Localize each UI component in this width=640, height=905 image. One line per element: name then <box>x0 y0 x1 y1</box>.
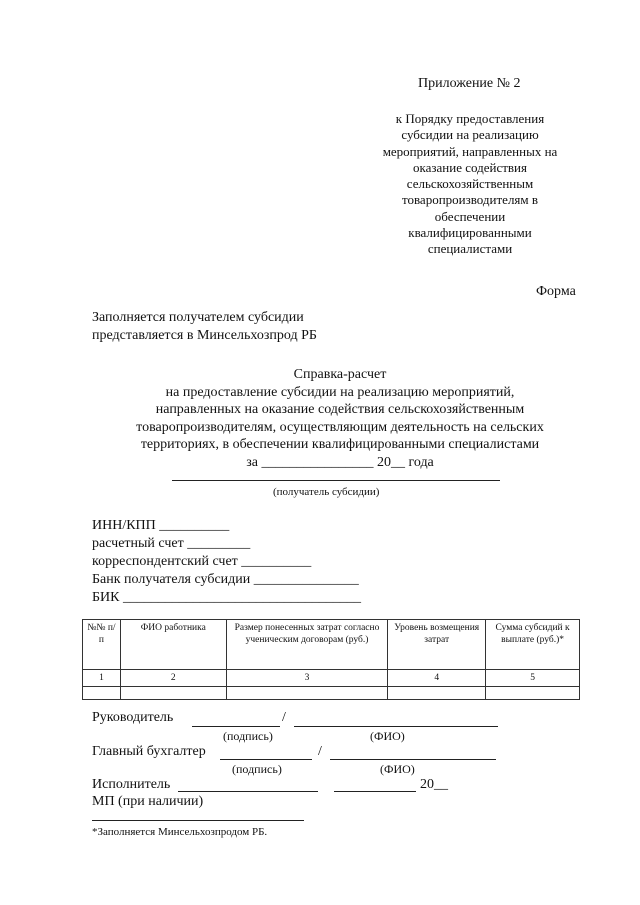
title-line: товаропроизводителям, осуществляющим деятельность на сельских <box>136 419 544 435</box>
bik-field: БИК __________________________________ <box>92 590 361 605</box>
signature-caption: (подпись) <box>223 729 273 743</box>
document-title <box>80 366 600 471</box>
inn-field: ИНН/КПП __________ <box>92 518 230 533</box>
head-name-line <box>294 726 498 727</box>
title-line: на предоставление субсидии на реализацию мероприятий, <box>165 384 515 400</box>
name-caption: (ФИО) <box>380 762 415 776</box>
header-cell: Уровень возмещения затрат <box>388 620 486 670</box>
appendix-line: обеспечении <box>434 208 506 224</box>
appendix-line: оказание содействия <box>413 159 527 175</box>
filled-by-note: Заполняется получателем субсидии <box>92 310 304 325</box>
title-line: территориях, в обеспечении квалифицированными специалистами <box>140 437 540 452</box>
header-cell: Размер понесенных затрат согласно ученическим договорам (руб.) <box>226 620 388 670</box>
appendix-line: квалифицированными <box>408 225 532 241</box>
number-cell: 2 <box>120 670 226 687</box>
account-field: расчетный счет _________ <box>92 536 251 551</box>
accountant-signature-line <box>220 759 312 760</box>
head-signature-line <box>192 726 280 727</box>
appendix-line: к Порядку предоставления <box>395 111 545 126</box>
recipient-caption: (получатель субсидии) <box>273 486 380 498</box>
accountant-name-line <box>330 759 496 760</box>
number-cell: 1 <box>83 670 121 687</box>
empty-cell <box>226 687 388 700</box>
name-caption: (ФИО) <box>370 729 405 743</box>
footnote: *Заполняется Минсельхозпродом РБ. <box>92 826 268 838</box>
empty-cell <box>120 687 226 700</box>
appendix-number: Приложение № 2 <box>418 76 521 91</box>
recipient-underline <box>172 480 500 481</box>
date-line <box>334 791 416 792</box>
appendix-line: мероприятий, направленных на <box>382 143 558 159</box>
head-label: Руководитель <box>92 710 174 725</box>
separator-slash: / <box>318 744 322 759</box>
submitted-to-note: представляется в Минсельхозпрод РБ <box>92 328 317 343</box>
number-cell: 4 <box>388 670 486 687</box>
title-line: направленных на оказание содействия сельскохозяйственным <box>155 402 525 417</box>
empty-cell <box>486 687 580 700</box>
appendix-description <box>340 111 600 258</box>
form-label: Форма <box>536 284 576 299</box>
chief-accountant-label: Главный бухгалтер <box>92 744 206 759</box>
empty-cell <box>83 687 121 700</box>
subsidy-table <box>82 619 580 700</box>
table-row <box>83 670 580 687</box>
corr-account-field: корреспондентский счет __________ <box>92 554 312 569</box>
appendix-line: товаропроизводителям в <box>401 192 539 208</box>
title-period-line: за ________________ 20__ года <box>246 454 434 470</box>
header-cell: №№ п/п <box>83 620 121 670</box>
appendix-line: специалистами <box>427 241 513 257</box>
year-field: 20__ <box>420 777 448 792</box>
number-cell: 5 <box>486 670 580 687</box>
title-line: Справка-расчет <box>293 367 387 382</box>
table-row <box>83 687 580 700</box>
appendix-line: сельскохозяйственным <box>406 176 534 192</box>
separator-slash: / <box>282 710 286 725</box>
table-header-row <box>83 620 580 670</box>
bank-field: Банк получателя субсидии _______________ <box>92 572 359 587</box>
footnote-separator <box>92 820 304 821</box>
appendix-line: субсидии на реализацию <box>401 127 539 143</box>
empty-cell <box>388 687 486 700</box>
header-cell: Сумма субсидий к выплате (руб.)* <box>486 620 580 670</box>
number-cell: 3 <box>226 670 388 687</box>
executor-label: Исполнитель <box>92 777 171 792</box>
stamp-label: МП (при наличии) <box>92 794 204 809</box>
header-cell: ФИО работника <box>120 620 226 670</box>
signature-caption: (подпись) <box>232 762 282 776</box>
executor-line <box>178 791 318 792</box>
